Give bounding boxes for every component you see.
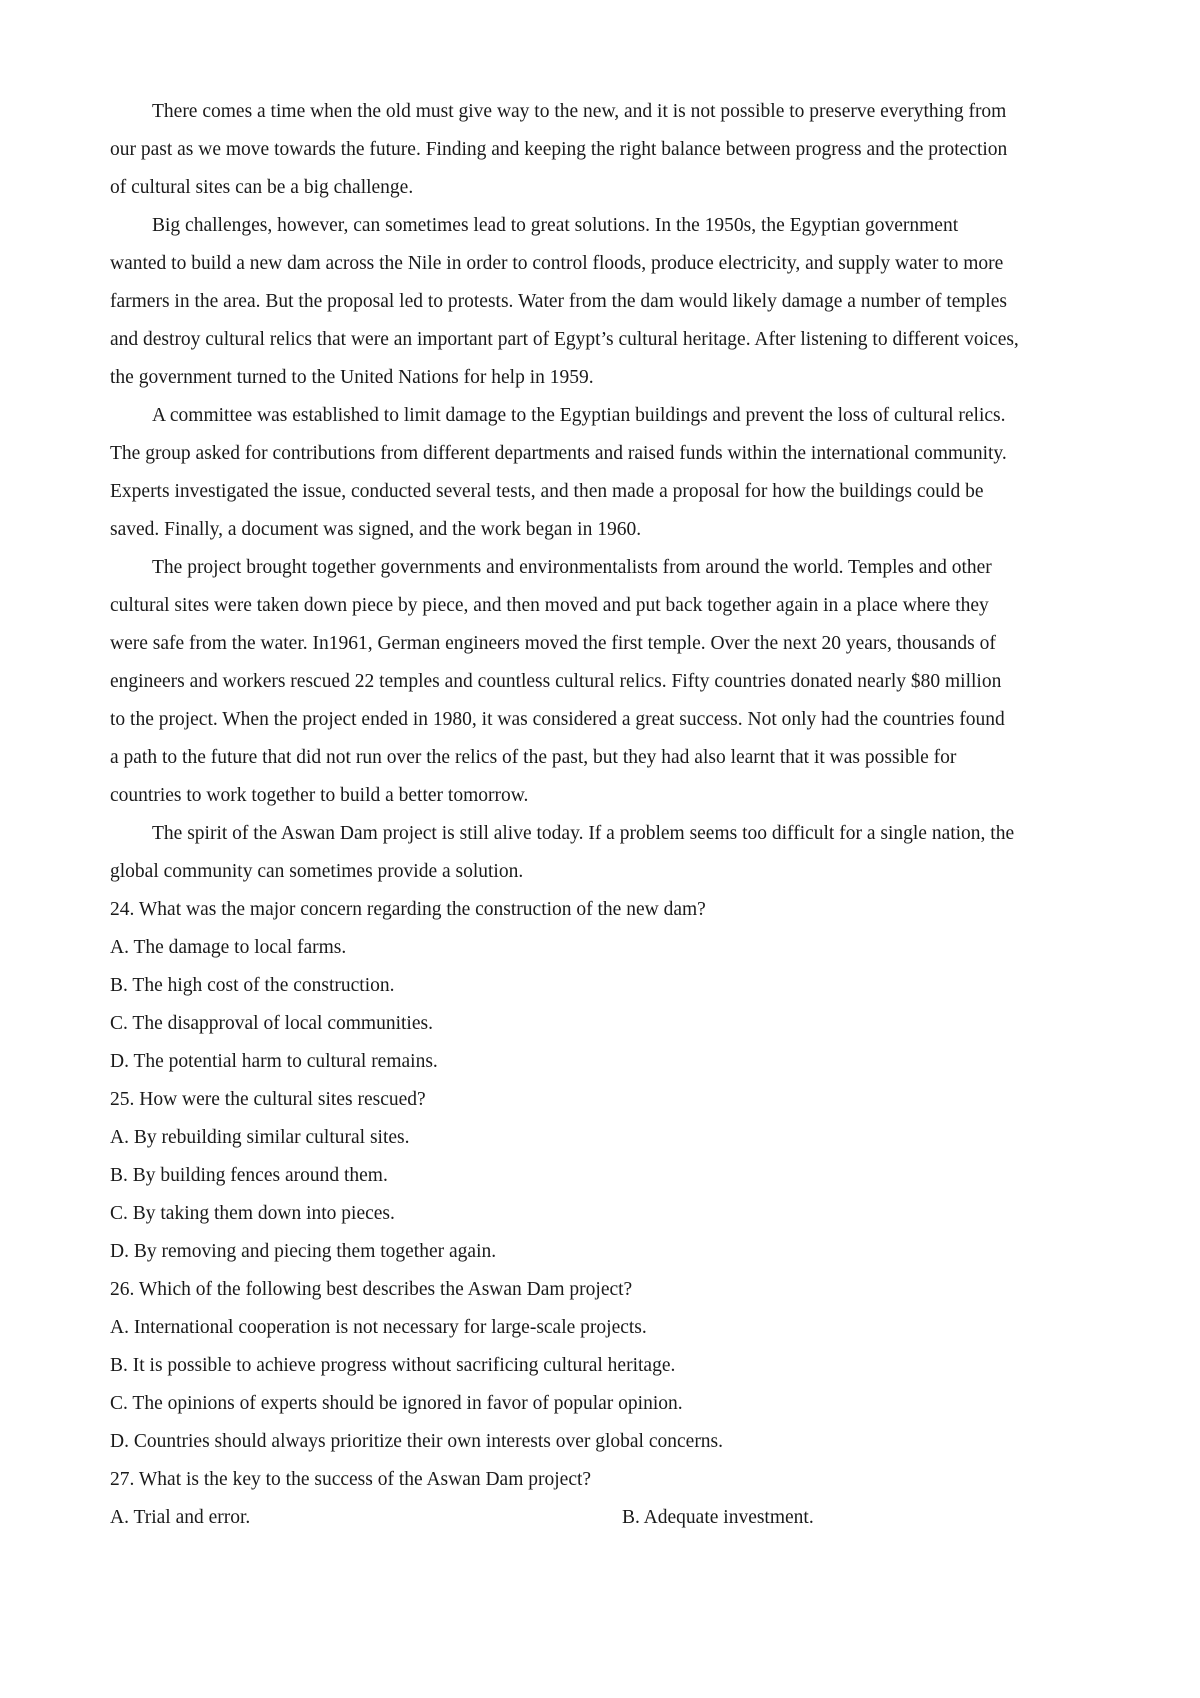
answer-option: B. The high cost of the construction.	[110, 975, 395, 996]
answer-option: D. By removing and piecing them together again.	[110, 1241, 497, 1262]
question-stem: 26. Which of the following best describes the Aswan Dam project?	[110, 1279, 633, 1300]
question-stem: 27. What is the key to the success of the Aswan Dam project?	[110, 1469, 592, 1490]
answer-option: A. Trial and error.	[110, 1507, 251, 1528]
answer-option: A. The damage to local farms.	[110, 937, 347, 958]
text-line: farmers in the area. But the proposal led to protests. Water from the dam would likely damage a number of temples	[110, 291, 1007, 312]
answer-option: D. The potential harm to cultural remains.	[110, 1051, 438, 1072]
text-line: Big challenges, however, can sometimes lead to great solutions. In the 1950s, the Egyptian government	[152, 215, 959, 236]
text-line: to the project. When the project ended in 1980, it was considered a great success. Not only had the countries found	[110, 709, 1005, 730]
text-line: There comes a time when the old must give way to the new, and it is not possible to preserve everything from	[152, 101, 1007, 122]
question-stem: 24. What was the major concern regarding the construction of the new dam?	[110, 899, 706, 920]
text-line: of cultural sites can be a big challenge.	[110, 177, 414, 198]
text-line: engineers and workers rescued 22 temples and countless cultural relics. Fifty countries donated nearly $80 million	[110, 671, 1002, 692]
question-stem: 25. How were the cultural sites rescued?	[110, 1089, 426, 1110]
text-line: The group asked for contributions from different departments and raised funds within the international community.	[110, 443, 1007, 464]
answer-option: D. Countries should always prioritize their own interests over global concerns.	[110, 1431, 724, 1452]
text-line: a path to the future that did not run over the relics of the past, but they had also learnt that it was possible for	[110, 747, 957, 768]
text-line: The project brought together governments and environmentalists from around the world. Temples and other	[152, 557, 992, 578]
text-line: A committee was established to limit damage to the Egyptian buildings and prevent the loss of cultural relics.	[152, 405, 1006, 426]
answer-option: A. International cooperation is not necessary for large-scale projects.	[110, 1317, 647, 1338]
text-line: countries to work together to build a better tomorrow.	[110, 785, 529, 806]
text-line: our past as we move towards the future. Finding and keeping the right balance between progress and the protection	[110, 139, 1008, 160]
text-line: and destroy cultural relics that were an important part of Egypt’s cultural heritage. After listening to different voices,	[110, 329, 1019, 350]
answer-option: B. Adequate investment.	[622, 1507, 814, 1528]
answer-option: B. By building fences around them.	[110, 1165, 388, 1186]
text-line: the government turned to the United Nations for help in 1959.	[110, 367, 594, 388]
answer-option: B. It is possible to achieve progress without sacrificing cultural heritage.	[110, 1355, 676, 1376]
text-line: were safe from the water. In1961, German engineers moved the first temple. Over the next 20 years, thousands of	[110, 633, 996, 654]
text-line: wanted to build a new dam across the Nile in order to control floods, produce electricity, and supply water to more	[110, 253, 1004, 274]
text-line: The spirit of the Aswan Dam project is still alive today. If a problem seems too difficult for a single nation, the	[152, 823, 1015, 844]
answer-option: A. By rebuilding similar cultural sites.	[110, 1127, 410, 1148]
text-line: cultural sites were taken down piece by piece, and then moved and put back together again in a place where they	[110, 595, 989, 616]
text-line: Experts investigated the issue, conducted several tests, and then made a proposal for how the buildings could be	[110, 481, 984, 502]
answer-option: C. The disapproval of local communities.	[110, 1013, 433, 1034]
text-line: saved. Finally, a document was signed, and the work began in 1960.	[110, 519, 642, 540]
text-line: global community can sometimes provide a solution.	[110, 861, 524, 882]
answer-option: C. By taking them down into pieces.	[110, 1203, 395, 1224]
answer-option: C. The opinions of experts should be ignored in favor of popular opinion.	[110, 1393, 683, 1414]
